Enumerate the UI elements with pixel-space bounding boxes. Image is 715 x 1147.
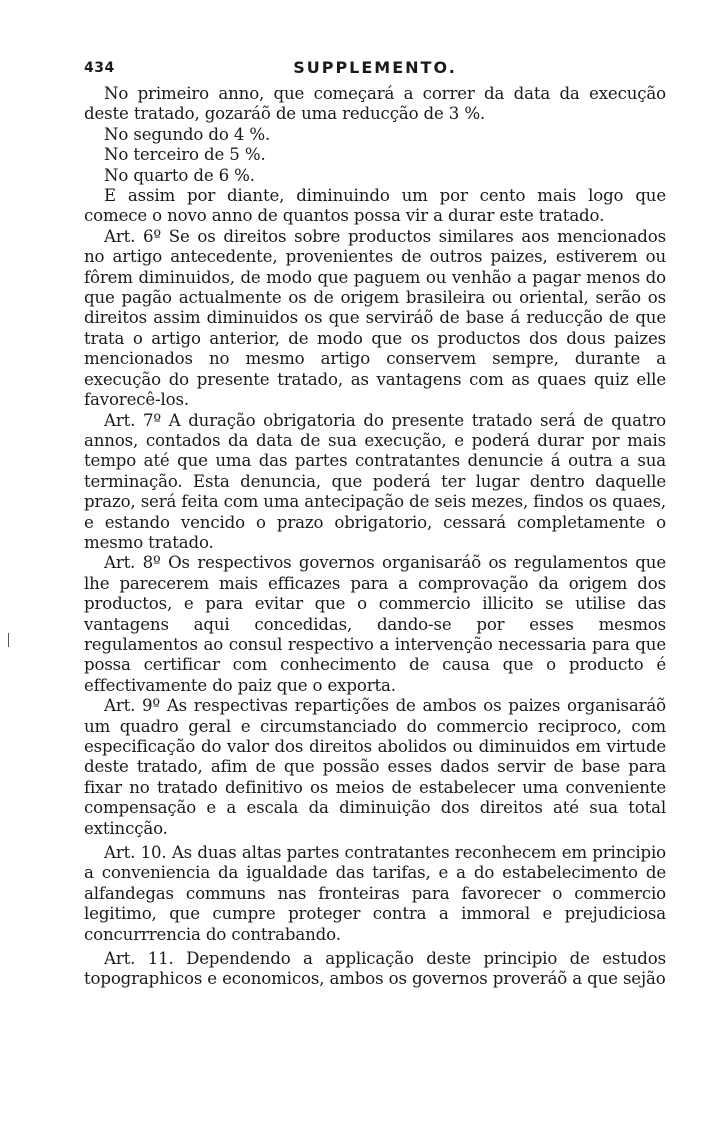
paragraph-fourth-year: No quarto de 6 %. — [104, 165, 255, 185]
article-10: Art. 10. As duas altas partes contratantes reconhecem em principio a conveniencia da igualdade das tarifas, e a do estabelecimento de alfandegas communs nas fronteiras para favorecer o commercio legitimo, que cumpre proteger contra a immoral e prejudiciosa concurrrencia do contrabando. — [84, 843, 666, 944]
running-head: SUPPLEMENTO. — [293, 58, 457, 77]
article-8: Art. 8º Os respectivos governos organisaráõ os regulamentos que lhe parecerem mais efficazes para a comprovação da origem dos productos, e para evitar que o commercio illicito se utilise das vantagens aqui concedidas, dando-se por esses mesmos regulamentos ao consul respectivo a intervenção necessaria para que possa certificar com conhecimento de causa que o producto é effectivamente do paiz que o exporta. — [84, 553, 666, 695]
margin-mark — [8, 633, 9, 647]
article-6: Art. 6º Se os direitos sobre productos similares aos mencionados no artigo antecedente, provenientes de outros paizes, estiverem ou fôrem diminuidos, de modo que paguem ou venhão a pagar menos do que pagão actualmente os de origem brasileira ou oriental, serão os direitos assim diminuidos os que serviráõ de base á reducção de que trata o artigo anterior, de modo que os productos dos dous paizes mencionados no mesmo artigo conservem sempre, durante a execução do presente tratado, as vantagens com as quaes quiz elle favorecê-los. — [84, 226, 666, 410]
document-page — [84, 58, 666, 990]
article-7: Art. 7º A duração obrigatoria do presente tratado será de quatro annos, contados da data de sua execução, e poderá durar por mais tempo até que uma das partes contratantes denuncie á outra a sua terminação. Esta denuncia, que poderá ter lugar dentro daquelle prazo, será feita com uma antecipação de seis mezes, findos os quaes, e estando vencido o prazo obrigatorio, cessará completamente o mesmo tratado. — [84, 410, 666, 552]
page-header — [84, 58, 666, 80]
paragraph-and-so-on: E assim por diante, diminuindo um por cento mais logo que comece o novo anno de quantos possa vir a durar este tratado. — [84, 186, 666, 226]
paragraph-first-year: No primeiro anno, que começará a correr da data da execução deste tratado, gozaráõ de uma reducção de 3 %. — [84, 84, 666, 124]
body-text — [84, 84, 666, 990]
paragraph-second-year: No segundo do 4 %. — [104, 124, 271, 144]
paragraph-third-year: No terceiro de 5 %. — [104, 145, 266, 165]
article-9: Art. 9º As respectivas repartições de ambos os paizes organisaráõ um quadro geral e circumstanciado do commercio reciproco, com especificação do valor dos direitos abolidos ou diminuidos em virtude deste tratado, afim de que possão esses dados servir de base para fixar no tratado definitivo os meios de estabelecer uma conveniente compensação e a escala da diminuição dos direitos até sua total extincção. — [84, 696, 666, 838]
page-number: 434 — [84, 60, 115, 76]
article-11: Art. 11. Dependendo a applicação deste principio de estudos topographicos e economicos, ambos os governos proveráõ a que sejão — [84, 949, 666, 989]
